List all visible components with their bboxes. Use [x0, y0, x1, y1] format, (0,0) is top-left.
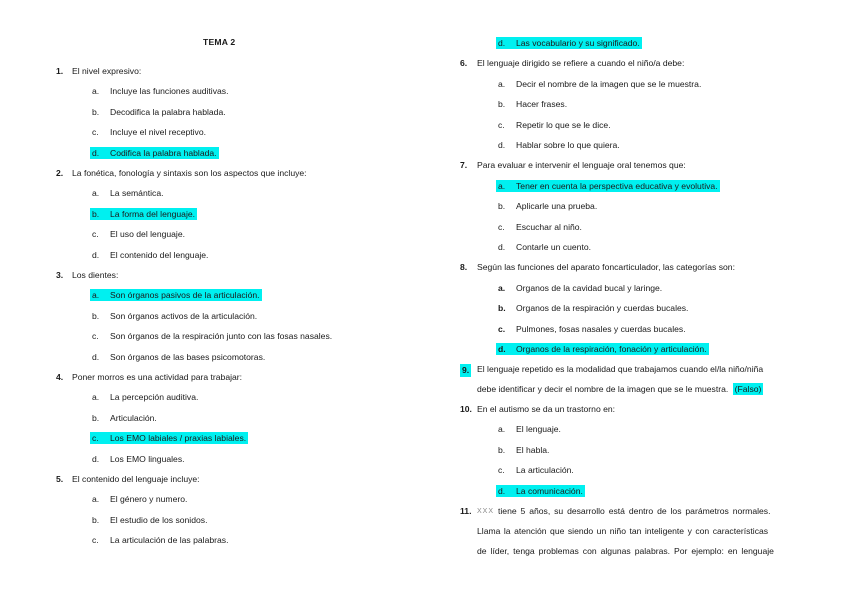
page-title: TEMA 2 — [203, 37, 236, 47]
option-5a: a. El género y numero. — [92, 494, 188, 504]
option-3b: b. Son órganos activos de la articulación. — [92, 311, 258, 321]
option-8a: a. Organos de la cavidad bucal y laringe. — [498, 283, 663, 293]
option-2b-highlighted: b. La forma del lenguaje. — [92, 209, 196, 219]
option-4b: b. Articulación. — [92, 413, 157, 423]
option-7b: b. Aplicarle una prueba. — [498, 201, 598, 211]
option-8d-highlighted: d. Organos de la respiración, fonación y articulación. — [498, 344, 707, 354]
option-7c: c. Escuchar al niño. — [498, 222, 582, 232]
option-6c: c. Repetir lo que se le dice. — [498, 120, 611, 130]
document-page: TEMA 2 1. El nivel expresivo: a. Incluye las funciones auditivas. b. Decodifica la palabra hablada. c. Incluye el nivel receptivo. d. Codifica la palabra hablada. 2. La fonética, fonología y sintaxis son los aspectos que incluye: a. La semántica. b. La forma del lenguaje. c. El uso del lenguaje. d. El contenido del lenguaje. 3. Los dientes: a. Son órganos pasivos de la articulación. b. Son órganos activos de la articulación. c. Son órganos de la respiración junto con las fosas nasales. d. Son órganos de las bases psicomotoras. 4. Poner morros es una actividad para trabajar: a. La percepción auditiva. b. Articulación. c. Los EMO labiales / praxias labiales. d. Los EMO linguales. 5. El contenido del lenguaje incluye: a. El género y numero. b. El estudio de los sonidos. c. La articulación de las palabras. d. Las vocabulario y su significado. 6. El lenguaje dirigido se refiere a cuando el niño/a debe: a. Decir el nombre de la imagen que se le muestra. b. Hacer frases. c. Repetir lo que se le dice. d. Hablar sobre lo que quiera. 7. Para evaluar e intervenir el lenguaje oral tenemos que: a. Tener en cuenta la perspectiva educativa y evolutiva. b. Aplicarle una prueba. c. Escuchar al niño. d. Contarle un cuento. 8. Según las funciones del aparato foncarticulador, las categorías son: a. Organos de la cavidad bucal y laringe. b. Organos de la respiración y cuerdas bucales. c. Pulmones, fosas nasales y cuerdas bucales. d. Organos de la respiración, fonación y articulación. 9. El lenguaje repetido es la modalidad que trabajamos cuando el/la niño/niña debe identificar y decir el nombre de la imagen que se le muestra. (Falso) 10. En el autismo se da un trastorno en: a. El lenguaje. b. El habla. c. La articulación. d. La comunicación. 11. XXX tiene 5 años, su desarrollo está dentro de los parámetros normales. Llama la atención que siendo un niño tan inteligente y con características de líder, tenga problemas con algunas palabras. Por ejemplo: en lenguaje — [56, 37, 774, 556]
option-5b: b. El estudio de los sonidos. — [92, 515, 208, 525]
option-3a-highlighted: a. Son órganos pasivos de la articulación. — [92, 290, 260, 300]
question-11-line2: Llama la atención que siendo un niño tan inteligente y con características — [477, 526, 769, 536]
option-3d: d. Son órganos de las bases psicomotoras. — [92, 352, 266, 362]
option-6b: b. Hacer frases. — [498, 99, 568, 109]
redacted-name: XXX — [477, 508, 495, 515]
option-4d: d. Los EMO linguales. — [92, 454, 185, 464]
option-1b: b. Decodifica la palabra hablada. — [92, 107, 226, 117]
option-6d: d. Hablar sobre lo que quiera. — [498, 140, 620, 150]
option-10b: b. El habla. — [498, 445, 550, 455]
option-1c: c. Incluye el nivel receptivo. — [92, 127, 207, 137]
option-2d: d. El contenido del lenguaje. — [92, 250, 209, 260]
question-9-number-highlighted: 9. — [462, 365, 470, 375]
option-10d-highlighted: d. La comunicación. — [498, 486, 583, 496]
option-6a: a. Decir el nombre de la imagen que se le muestra. — [498, 79, 702, 89]
answer-falso-highlighted: (Falso) — [734, 384, 762, 394]
option-1a: a. Incluye las funciones auditivas. — [92, 86, 229, 96]
question-9-line2: debe identificar y decir el nombre de la imagen que se le muestra. (Falso) — [477, 384, 762, 394]
option-2c: c. El uso del lenguaje. — [92, 229, 186, 239]
option-10a: a. El lenguaje. — [498, 424, 561, 434]
option-8c: c. Pulmones, fosas nasales y cuerdas bucales. — [498, 324, 686, 334]
option-5c: c. La articulación de las palabras. — [92, 535, 229, 545]
question-11-line3: de líder, tenga problemas con algunas palabras. Por ejemplo: en lenguaje — [477, 546, 774, 556]
option-3c: c. Son órganos de la respiración junto con las fosas nasales. — [92, 331, 333, 341]
option-4c-highlighted: c. Los EMO labiales / praxias labiales. — [92, 433, 247, 443]
option-1d-highlighted: d. Codifica la palabra hablada. — [92, 148, 217, 158]
option-5d-highlighted: d. Las vocabulario y su significado. — [498, 38, 640, 48]
option-8b: b. Organos de la respiración y cuerdas bucales. — [498, 303, 689, 313]
option-4a: a. La percepción auditiva. — [92, 392, 199, 402]
option-7a-highlighted: a. Tener en cuenta la perspectiva educativa y evolutiva. — [498, 181, 718, 191]
option-2a: a. La semántica. — [92, 188, 164, 198]
option-10c: c. La articulación. — [498, 465, 574, 475]
option-7d: d. Contarle un cuento. — [498, 242, 592, 252]
